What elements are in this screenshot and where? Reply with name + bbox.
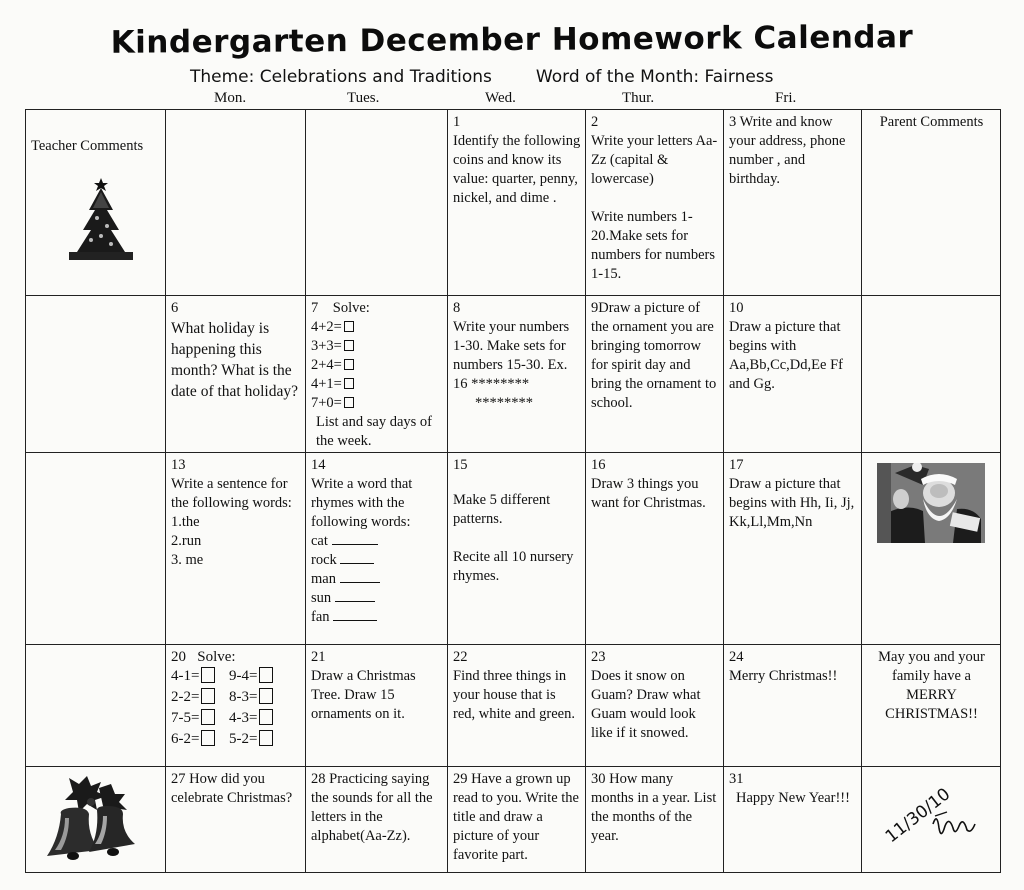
- parent-comments-cell: [862, 767, 1001, 873]
- holiday-greeting: May you and your family have a MERRY CHRISTMAS!!: [878, 649, 985, 722]
- task-text: 9Draw a picture of the ornament you are bringing tomorrow for spirit day and bring the ornament to school.: [591, 300, 717, 411]
- equation: 6-2=: [171, 730, 229, 749]
- task-text: Make 5 different patterns.: [453, 492, 551, 527]
- date-number: 15: [453, 457, 468, 473]
- day-cell: [448, 767, 586, 873]
- day-tue: Tues.: [347, 90, 380, 106]
- day-cell: [724, 645, 862, 767]
- page-title: Kindergarten December Homework Calendar: [110, 19, 914, 61]
- answer-box: [259, 688, 273, 704]
- week-row: [26, 296, 1001, 453]
- equation: 2-2=: [171, 688, 229, 707]
- date-number: 16: [591, 457, 606, 473]
- task-text: Write a sentence for the following words:: [171, 476, 292, 511]
- teacher-comments-cell: [26, 453, 166, 645]
- task-text: Does it snow on Guam? Draw what Guam would look like if it snowed.: [591, 668, 701, 741]
- date-number: 6: [171, 300, 179, 316]
- date-number: 13: [171, 457, 186, 473]
- solve-label: Solve:: [332, 300, 370, 316]
- answer-blank: [333, 608, 377, 621]
- equation: 7-5=: [171, 709, 229, 728]
- week-row: [26, 645, 1001, 767]
- day-fri: Fri.: [775, 90, 797, 106]
- parent-comments-label: Parent Comments: [879, 114, 984, 130]
- day-cell: [306, 645, 448, 767]
- answer-blank: [332, 532, 378, 545]
- task-text: Write a word that rhymes with the following words:: [311, 476, 413, 530]
- date-number: 22: [453, 649, 468, 665]
- rhyme-item: cat: [311, 532, 443, 551]
- week-row: [26, 767, 1001, 873]
- day-cell: [166, 453, 306, 645]
- task-text: Happy New Year!!!: [736, 790, 850, 806]
- day-cell: [306, 296, 448, 453]
- task-text: Write numbers 1-20.Make sets for numbers for numbers 1-15.: [591, 209, 716, 282]
- teacher-comments-label: Teacher Comments: [31, 138, 144, 154]
- rhyme-item: fan: [311, 608, 443, 627]
- parent-comments-cell: [862, 453, 1001, 645]
- rhyme-item: sun: [311, 589, 443, 608]
- day-headers: [0, 90, 1024, 110]
- parent-comments-cell: [862, 645, 1001, 767]
- teacher-comments-cell: [26, 645, 166, 767]
- week-row: [26, 453, 1001, 645]
- example-stars: 16 ********: [453, 376, 530, 392]
- parent-signature: [875, 772, 985, 848]
- equation: 3+3=: [311, 337, 443, 356]
- signature-date: 11/30/10: [881, 784, 955, 848]
- word-item: 1.the: [171, 514, 200, 530]
- week-row: [26, 110, 1001, 296]
- rhyme-item: man: [311, 570, 443, 589]
- task-text: Write your numbers 1-30. Make sets for numbers 15-30. Ex.: [453, 319, 570, 373]
- date-number: 2: [591, 114, 599, 130]
- day-cell: [166, 767, 306, 873]
- answer-box: [344, 359, 354, 370]
- teacher-comments-cell: [26, 767, 166, 873]
- equation: 7+0=: [311, 394, 443, 413]
- day-cell: [448, 296, 586, 453]
- solve-header: [171, 648, 301, 667]
- day-cell: [306, 767, 448, 873]
- task-text: List and say days of the week.: [316, 414, 432, 449]
- task-text: 27 How did you celebrate Christmas?: [171, 771, 293, 806]
- example-stars: ********: [475, 395, 533, 411]
- task-text: 3 Write and know your address, phone number , and birthday.: [729, 114, 846, 187]
- task-text: Draw a Christmas Tree. Draw 15 ornaments on it.: [311, 668, 416, 722]
- day-cell: [586, 645, 724, 767]
- equation: 4-3=: [229, 709, 289, 728]
- equation: 4-1=: [171, 667, 229, 686]
- day-cell: [724, 453, 862, 645]
- task-text: Draw 3 things you want for Christmas.: [591, 476, 706, 511]
- equation: 2+4=: [311, 356, 443, 375]
- word-of-month-text: Word of the Month: Fairness: [535, 67, 774, 87]
- date-number: 21: [311, 649, 326, 665]
- parent-comments-cell: [862, 110, 1001, 296]
- task-text: 29 Have a grown up read to you. Write the title and draw a picture of your favorite part.: [453, 771, 579, 863]
- day-cell: [448, 453, 586, 645]
- date-number: 17: [729, 457, 744, 473]
- date-number: 10: [729, 300, 744, 316]
- task-text: What holiday is happening this month? What is the date of that holiday?: [171, 320, 298, 400]
- task-text: Identify the following coins and know its value: quarter, penny, nickel, and dime .: [453, 133, 581, 206]
- answer-box: [201, 688, 215, 704]
- teacher-comments-cell: [26, 296, 166, 453]
- word-item: 2.run: [171, 533, 202, 549]
- day-cell: [448, 110, 586, 296]
- day-mon: Mon.: [214, 90, 247, 106]
- answer-box: [344, 340, 354, 351]
- answer-box: [259, 709, 273, 725]
- day-cell: [586, 110, 724, 296]
- day-cell: [586, 767, 724, 873]
- equation: 9-4=: [229, 667, 289, 686]
- task-text: Draw a picture that begins with Aa,Bb,Cc,Dd,Ee Ff and Gg.: [729, 319, 843, 392]
- answer-box: [201, 709, 215, 725]
- equation: 4+2=: [311, 318, 443, 337]
- date-number: 23: [591, 649, 606, 665]
- date-number: 14: [311, 457, 326, 473]
- date-number: 7: [311, 300, 319, 316]
- task-text: 28 Practicing saying the sounds for all the letters in the alphabet(Aa-Zz).: [311, 771, 433, 844]
- day-cell: [166, 645, 306, 767]
- christmas-tree-icon: [61, 174, 141, 264]
- day-wed: Wed.: [485, 90, 516, 106]
- day-cell: [586, 296, 724, 453]
- date-number: 24: [729, 649, 744, 665]
- day-cell: [306, 453, 448, 645]
- subtitle: [190, 67, 774, 87]
- solve-header: [311, 299, 443, 318]
- santa-photo: [877, 463, 985, 543]
- parent-comments-cell: [862, 296, 1001, 453]
- calendar-grid: [25, 109, 1001, 873]
- answer-box: [344, 397, 354, 408]
- answer-box: [344, 378, 354, 389]
- task-text: 30 How many months in a year. List the months of the year.: [591, 771, 717, 844]
- answer-box: [259, 667, 273, 683]
- answer-blank: [340, 551, 374, 564]
- answer-blank: [340, 570, 380, 583]
- task-text: Merry Christmas!!: [729, 668, 838, 684]
- equation-grid: [171, 667, 301, 749]
- day-cell: [306, 110, 448, 296]
- equation: 5-2=: [229, 730, 289, 749]
- word-item: 3. me: [171, 552, 204, 568]
- date-number: 20: [171, 649, 186, 665]
- answer-box: [201, 667, 215, 683]
- theme-text: Theme: Celebrations and Traditions: [190, 67, 492, 87]
- day-cell: [448, 645, 586, 767]
- day-cell: [586, 453, 724, 645]
- day-thu: Thur.: [622, 90, 655, 106]
- task-text: Write your letters Aa-Zz (capital & lowercase): [591, 133, 718, 187]
- answer-blank: [335, 589, 375, 602]
- rhyme-item: rock: [311, 551, 443, 570]
- day-cell: [166, 296, 306, 453]
- answer-box: [259, 730, 273, 746]
- answer-box: [201, 730, 215, 746]
- task-text: Draw a picture that begins with Hh, Ii, Jj, Kk,Ll,Mm,Nn: [729, 476, 855, 530]
- day-cell: [724, 296, 862, 453]
- christmas-bells-icon: [39, 770, 149, 866]
- day-cell: [724, 767, 862, 873]
- date-number: 31: [729, 771, 744, 787]
- teacher-comments-cell: [26, 110, 166, 296]
- answer-box: [344, 321, 354, 332]
- date-number: 8: [453, 300, 461, 316]
- day-cell: [166, 110, 306, 296]
- date-number: 1: [453, 114, 461, 130]
- task-text: Find three things in your house that is red, white and green.: [453, 668, 575, 722]
- solve-label: Solve:: [197, 649, 236, 665]
- equation: 4+1=: [311, 375, 443, 394]
- day-cell: [724, 110, 862, 296]
- task-text: Recite all 10 nursery rhymes.: [453, 549, 574, 584]
- equation: 8-3=: [229, 688, 289, 707]
